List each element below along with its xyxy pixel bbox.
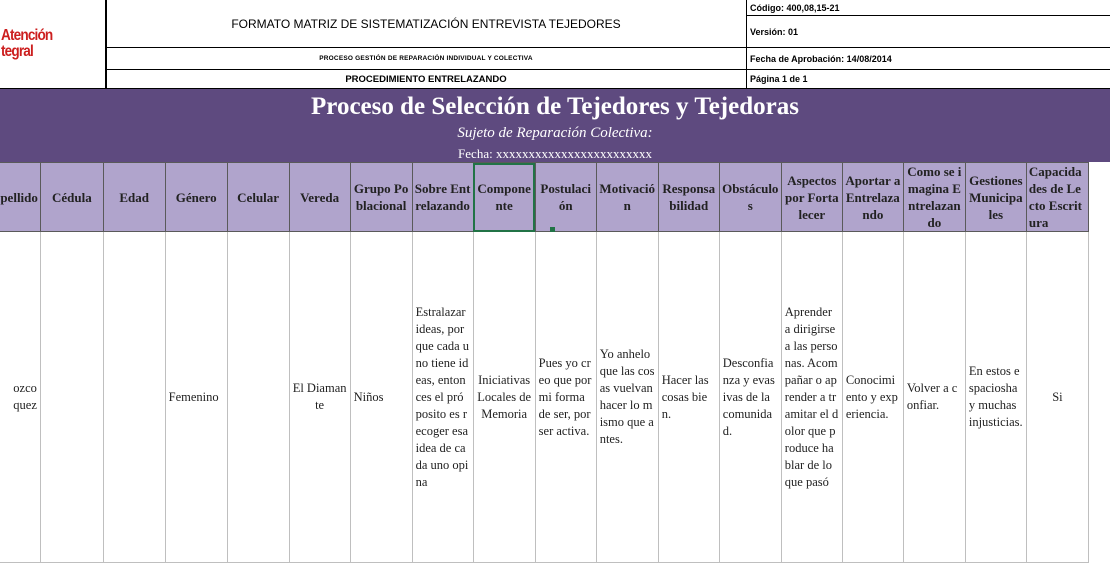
approval-date: Fecha de Aprobación: 14/08/2014 [746,47,1110,70]
cell-gestiones[interactable]: En estos espacioshay muchas injusticias. [965,232,1026,563]
cell-edad[interactable] [103,232,165,563]
logo-line-1: Atención [1,26,53,44]
cell-obstaculos[interactable]: Desconfianza y evasivas de la comunidad. [719,232,781,563]
col-header-vereda[interactable]: Vereda [289,163,350,232]
col-header-edad[interactable]: Edad [103,163,165,232]
cell-motivacion[interactable]: Yo anhelo que las cosas vuelvan hacer lo mismo que antes. [596,232,658,563]
format-title: FORMATO MATRIZ DE SISTEMATIZACIÓN ENTREVISTA TEJEDORES [105,0,747,48]
col-header-celular[interactable]: Celular [227,163,289,232]
page-number: Página 1 de 1 [746,69,1110,89]
banner-date: Fecha: xxxxxxxxxxxxxxxxxxxxxxxx [458,146,652,161]
banner-title: Proceso de Selección de Tejedores y Tejedoras [311,93,799,120]
cell-componente[interactable]: Iniciativas Locales de Memoria [473,232,535,563]
cell-apellido[interactable]: ozco quez [0,232,40,563]
col-header-imagina[interactable]: Como se imagina Entrelazando [903,163,965,232]
procedure-line: PROCEDIMIENTO ENTRELAZANDO [105,69,747,89]
cell-capacidades[interactable]: Si [1026,232,1088,563]
cell-imagina[interactable]: Volver a confiar. [903,232,965,563]
cell-aportar[interactable]: Conocimiento y experiencia. [842,232,903,563]
col-header-apellido[interactable]: pellido [0,163,40,232]
document-code: Código: 400,08,15-21 [746,0,1110,16]
organization-logo [0,0,107,89]
cell-cedula[interactable] [40,232,103,563]
col-header-capacidades[interactable]: Capacidades de Lecto Escritura [1026,163,1088,232]
col-header-postulacion[interactable]: Postulación [535,163,596,232]
table-row [0,232,1089,563]
col-header-responsabilidad[interactable]: Responsabilidad [658,163,719,232]
cell-responsabilidad[interactable]: Hacer las cosas bien. [658,232,719,563]
cell-vereda[interactable]: El Diamante [289,232,350,563]
header-row [0,163,1089,232]
banner-subtitle: Sujeto de Reparación Colectiva: [457,125,653,141]
title-banner [0,89,1110,162]
cell-grupo-poblacional[interactable]: Niños [350,232,412,563]
process-line: PROCESO GESTIÓN DE REPARACIÓN INDIVIDUAL Y COLECTIVA [105,47,747,70]
cell-genero[interactable]: Femenino [165,232,227,563]
selection-fill-handle[interactable] [550,227,555,232]
cell-postulacion[interactable]: Pues yo creo que por mi forma de ser, por ser activa. [535,232,596,563]
col-header-gestiones[interactable]: Gestiones Municipales [965,163,1026,232]
col-header-aportar[interactable]: Aportar a Entrelazando [842,163,903,232]
document-version: Versión: 01 [746,15,1110,48]
col-header-obstaculos[interactable]: Obstáculos [719,163,781,232]
cell-aspectos[interactable]: Aprender a dirigirse a las personas. Acompañar o aprender a tramitar el dolor que produce hablar de lo que pasó [781,232,842,563]
col-header-componente[interactable]: Componente [473,163,535,232]
col-header-sobre-entrelazando[interactable]: Sobre Entrelazando [412,163,473,232]
interview-matrix-table [0,162,1089,563]
logo-line-2: tegral [1,42,33,60]
cell-sobre-entrelazando[interactable]: Estralazar ideas, porque cada uno tiene ideas, entonces el próposito es recoger esa idea de cada uno opina [412,232,473,563]
col-header-cedula[interactable]: Cédula [40,163,103,232]
col-header-aspectos[interactable]: Aspectos por Fortalecer [781,163,842,232]
col-header-genero[interactable]: Género [165,163,227,232]
document-header [0,0,1110,89]
col-header-motivacion[interactable]: Motivación [596,163,658,232]
cell-celular[interactable] [227,232,289,563]
col-header-grupo-poblacional[interactable]: Grupo Poblacional [350,163,412,232]
